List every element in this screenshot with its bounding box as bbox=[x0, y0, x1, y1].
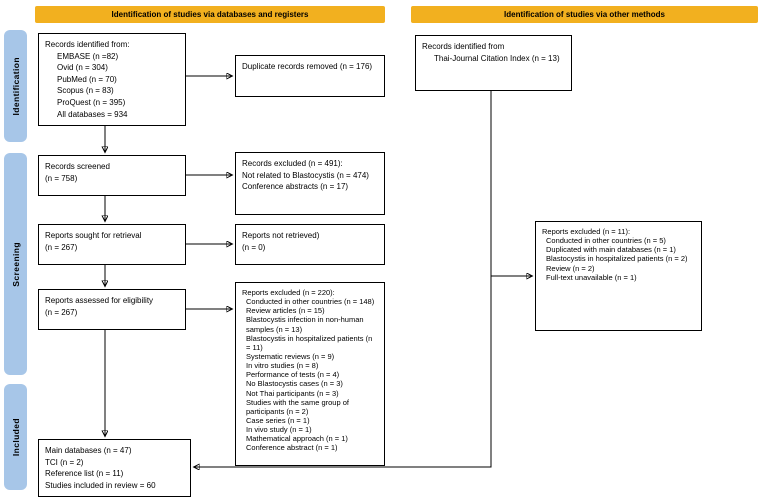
box-title: Reports excluded (n = 11): bbox=[542, 227, 631, 236]
box-line: ProQuest (n = 395) bbox=[57, 97, 126, 107]
box-items bbox=[242, 170, 378, 193]
header-other-methods: Identification of studies via other methods bbox=[411, 6, 758, 23]
box-line: Review articles (n = 15) bbox=[246, 306, 325, 316]
box-line: Not related to Blastocystis (n = 474) bbox=[242, 170, 369, 180]
box-line: Blastocystis in hospitalized patients (n = 2) bbox=[546, 254, 688, 264]
box-reports-assessed bbox=[38, 289, 186, 330]
box-line: TCI (n = 2) bbox=[45, 457, 84, 467]
box-line: In vivo study (n = 1) bbox=[246, 425, 312, 435]
stage-label-identification bbox=[4, 30, 27, 142]
box-line: Studies included in review = 60 bbox=[45, 480, 156, 490]
box-records-identified-databases bbox=[38, 33, 186, 126]
box-title: Reports excluded (n = 220): bbox=[242, 288, 335, 297]
box-reports-not-retrieved bbox=[235, 224, 385, 265]
box-duplicates-removed bbox=[235, 55, 385, 97]
box-items bbox=[542, 236, 695, 282]
box-line: Mathematical approach (n = 1) bbox=[246, 434, 348, 444]
box-lines bbox=[45, 445, 184, 491]
box-line: Reports not retrieved) bbox=[242, 231, 320, 240]
box-line: (n = 758) bbox=[45, 173, 78, 183]
box-line: All databases = 934 bbox=[57, 109, 128, 119]
box-line: Conference abstract (n = 1) bbox=[246, 443, 338, 453]
box-records-excluded bbox=[235, 152, 385, 215]
box-items bbox=[422, 53, 565, 65]
box-line: Duplicate records removed (n = 176) bbox=[242, 62, 373, 71]
box-line: Reference list (n = 11) bbox=[45, 469, 124, 479]
stage-label-included bbox=[4, 384, 27, 490]
box-items bbox=[45, 51, 179, 121]
box-line: Reports sought for retrieval bbox=[45, 231, 142, 240]
box-title: Records identified from bbox=[422, 42, 505, 51]
box-line: Records screened bbox=[45, 162, 110, 171]
stage-label-text: Screening bbox=[10, 241, 21, 287]
box-line: Case series (n = 1) bbox=[246, 415, 310, 425]
box-line: Conducted in other countries (n = 5) bbox=[546, 236, 666, 246]
box-line: Full-text unavailable (n = 1) bbox=[546, 272, 637, 282]
box-lines bbox=[242, 61, 378, 73]
box-line: Blastocystis in hospitalized patients (n = 11) bbox=[246, 333, 373, 352]
box-title: Records identified from: bbox=[45, 40, 130, 49]
box-included-summary bbox=[38, 439, 191, 497]
box-line: In vitro studies (n = 8) bbox=[246, 361, 319, 371]
box-line: Review (n = 2) bbox=[546, 263, 595, 273]
box-records-screened bbox=[38, 155, 186, 196]
box-line: Main databases (n = 47) bbox=[45, 446, 132, 455]
box-lines bbox=[45, 230, 179, 253]
box-line: Reports assessed for eligibility bbox=[45, 296, 154, 305]
box-reports-sought bbox=[38, 224, 186, 265]
header-databases-registers: Identification of studies via databases and registers bbox=[35, 6, 385, 23]
box-line: Conducted in other countries (n = 148) bbox=[246, 297, 375, 307]
box-line: Ovid (n = 304) bbox=[57, 63, 108, 73]
stage-label-text: Identification bbox=[10, 56, 21, 116]
box-line: Thai-Journal Citation Index (n = 13) bbox=[434, 53, 560, 63]
box-reports-excluded-other bbox=[535, 221, 702, 331]
stage-label-text: Included bbox=[10, 417, 21, 457]
box-line: Systematic reviews (n = 9) bbox=[246, 351, 335, 361]
box-lines bbox=[45, 295, 179, 318]
box-lines bbox=[45, 161, 179, 184]
stage-label-screening bbox=[4, 153, 27, 375]
box-line: No Blastocystis cases (n = 3) bbox=[246, 379, 343, 389]
box-line: Blastocystis infection in non-human samples (n = 13) bbox=[246, 315, 364, 334]
box-title: Records excluded (n = 491): bbox=[242, 159, 343, 168]
box-line: Scopus (n = 83) bbox=[57, 86, 114, 96]
box-line: Studies with the same group of participants (n = 2) bbox=[246, 397, 349, 416]
box-records-identified-tci bbox=[415, 35, 572, 91]
box-line: PubMed (n = 70) bbox=[57, 74, 117, 84]
box-items bbox=[242, 297, 378, 452]
box-line: EMBASE (n =82) bbox=[57, 51, 119, 61]
box-reports-excluded-databases bbox=[235, 282, 385, 466]
box-line: Not Thai participants (n = 3) bbox=[246, 388, 339, 398]
box-line: (n = 267) bbox=[45, 307, 78, 317]
box-line: Conference abstracts (n = 17) bbox=[242, 182, 349, 192]
box-line: (n = 267) bbox=[45, 242, 78, 252]
box-lines bbox=[242, 230, 378, 253]
box-line: Duplicated with main databases (n = 1) bbox=[546, 245, 676, 255]
box-line: (n = 0) bbox=[242, 242, 266, 252]
box-line: Performance of tests (n = 4) bbox=[246, 370, 340, 380]
